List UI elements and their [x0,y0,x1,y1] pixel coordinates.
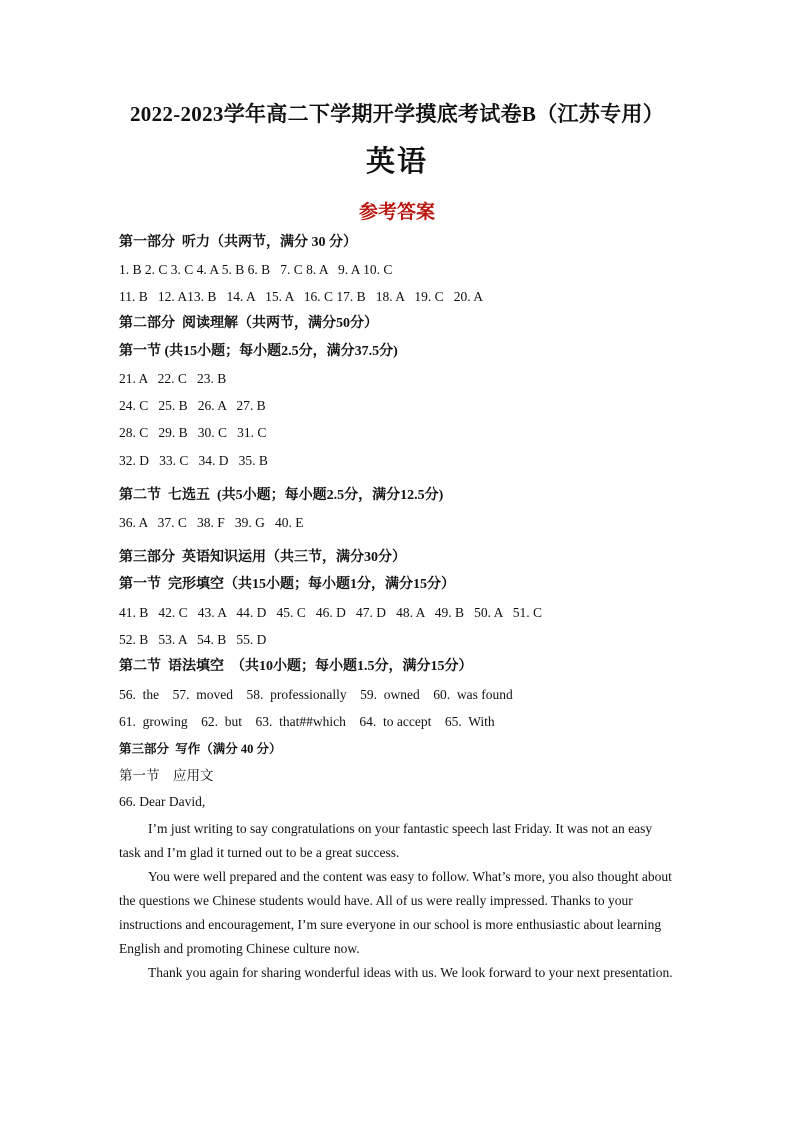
part2-section2-row: 36. A 37. C 38. F 39. G 40. E [119,515,304,530]
part2-section2-heading: 第二节 七选五 (共5小题；每小题2.5分，满分12.5分) [119,488,444,503]
part2-section1-row-1: 21. A 22. C 23. B [119,371,227,386]
subject-title: 英语 [365,146,428,178]
part3-section2-row-2: 61. growing 62. but 63. that##which 64. to accept 65. With [119,714,495,729]
part2-section1-row-2: 24. C 25. B 26. A 27. B [119,398,266,413]
writing-heading: 第三部分 写作（满分 40 分） [119,742,282,756]
letter-paragraph-1: I’m just writing to say congratulations on your fantastic speech last Friday. It was not an easy task and I’m glad it turned out to be a great success. [119,821,653,860]
exam-title: 2022-2023学年高二下学期开学摸底考试卷B（江苏专用） [130,102,664,126]
part2-section1-row-3: 28. C 29. B 30. C 31. C [119,425,267,440]
part2-section1-heading: 第一节 (共15小题；每小题2.5分，满分37.5分) [119,344,398,359]
part3-section1-row-2: 52. B 53. A 54. B 55. D [119,632,267,647]
part3-section1-heading: 第一节 完形填空（共15小题；每小题1分，满分15分） [119,577,455,592]
part1-heading: 第一部分 听力（共两节，满分 30 分） [119,235,357,250]
letter-paragraph-3: Thank you again for sharing wonderful ideas with us. We look forward to your next presentation. [148,965,673,980]
part3-section2-row-1: 56. the 57. moved 58. professionally 59. owned 60. was found [119,687,513,702]
letter-greeting: 66. Dear David, [119,794,206,809]
part1-answers-row-2: 11. B 12. A13. B 14. A 15. A 16. C 17. B 18. A 19. C 20. A [119,289,484,304]
answer-key-title: 参考答案 [358,202,435,223]
part3-section1-row-1: 41. B 42. C 43. A 44. D 45. C 46. D 47. D 48. A 49. B 50. A 51. C [119,605,543,620]
part3-heading: 第三部分 英语知识运用（共三节，满分30分） [119,550,406,565]
part1-answers-row-1: 1. B 2. C 3. C 4. A 5. B 6. B 7. C 8. A 9. A 10. C [119,262,393,277]
letter-paragraph-2: You were well prepared and the content was easy to follow. What’s more, you also thought about the questions we Chinese students would have. All of us were really impressed. Thanks to your instructions and encouragement, I’m sure everyone in our school is more enthusiastic about learning English and promoting Chinese culture now. [119,869,672,956]
part3-section2-heading: 第二节 语法填空 （共10小题；每小题1.5分，满分15分） [119,659,473,674]
writing-section1-heading: 第一节 应用文 [119,768,214,783]
part2-heading: 第二部分 阅读理解（共两节，满分50分） [119,316,378,331]
part2-section1-row-4: 32. D 33. C 34. D 35. B [119,453,268,468]
